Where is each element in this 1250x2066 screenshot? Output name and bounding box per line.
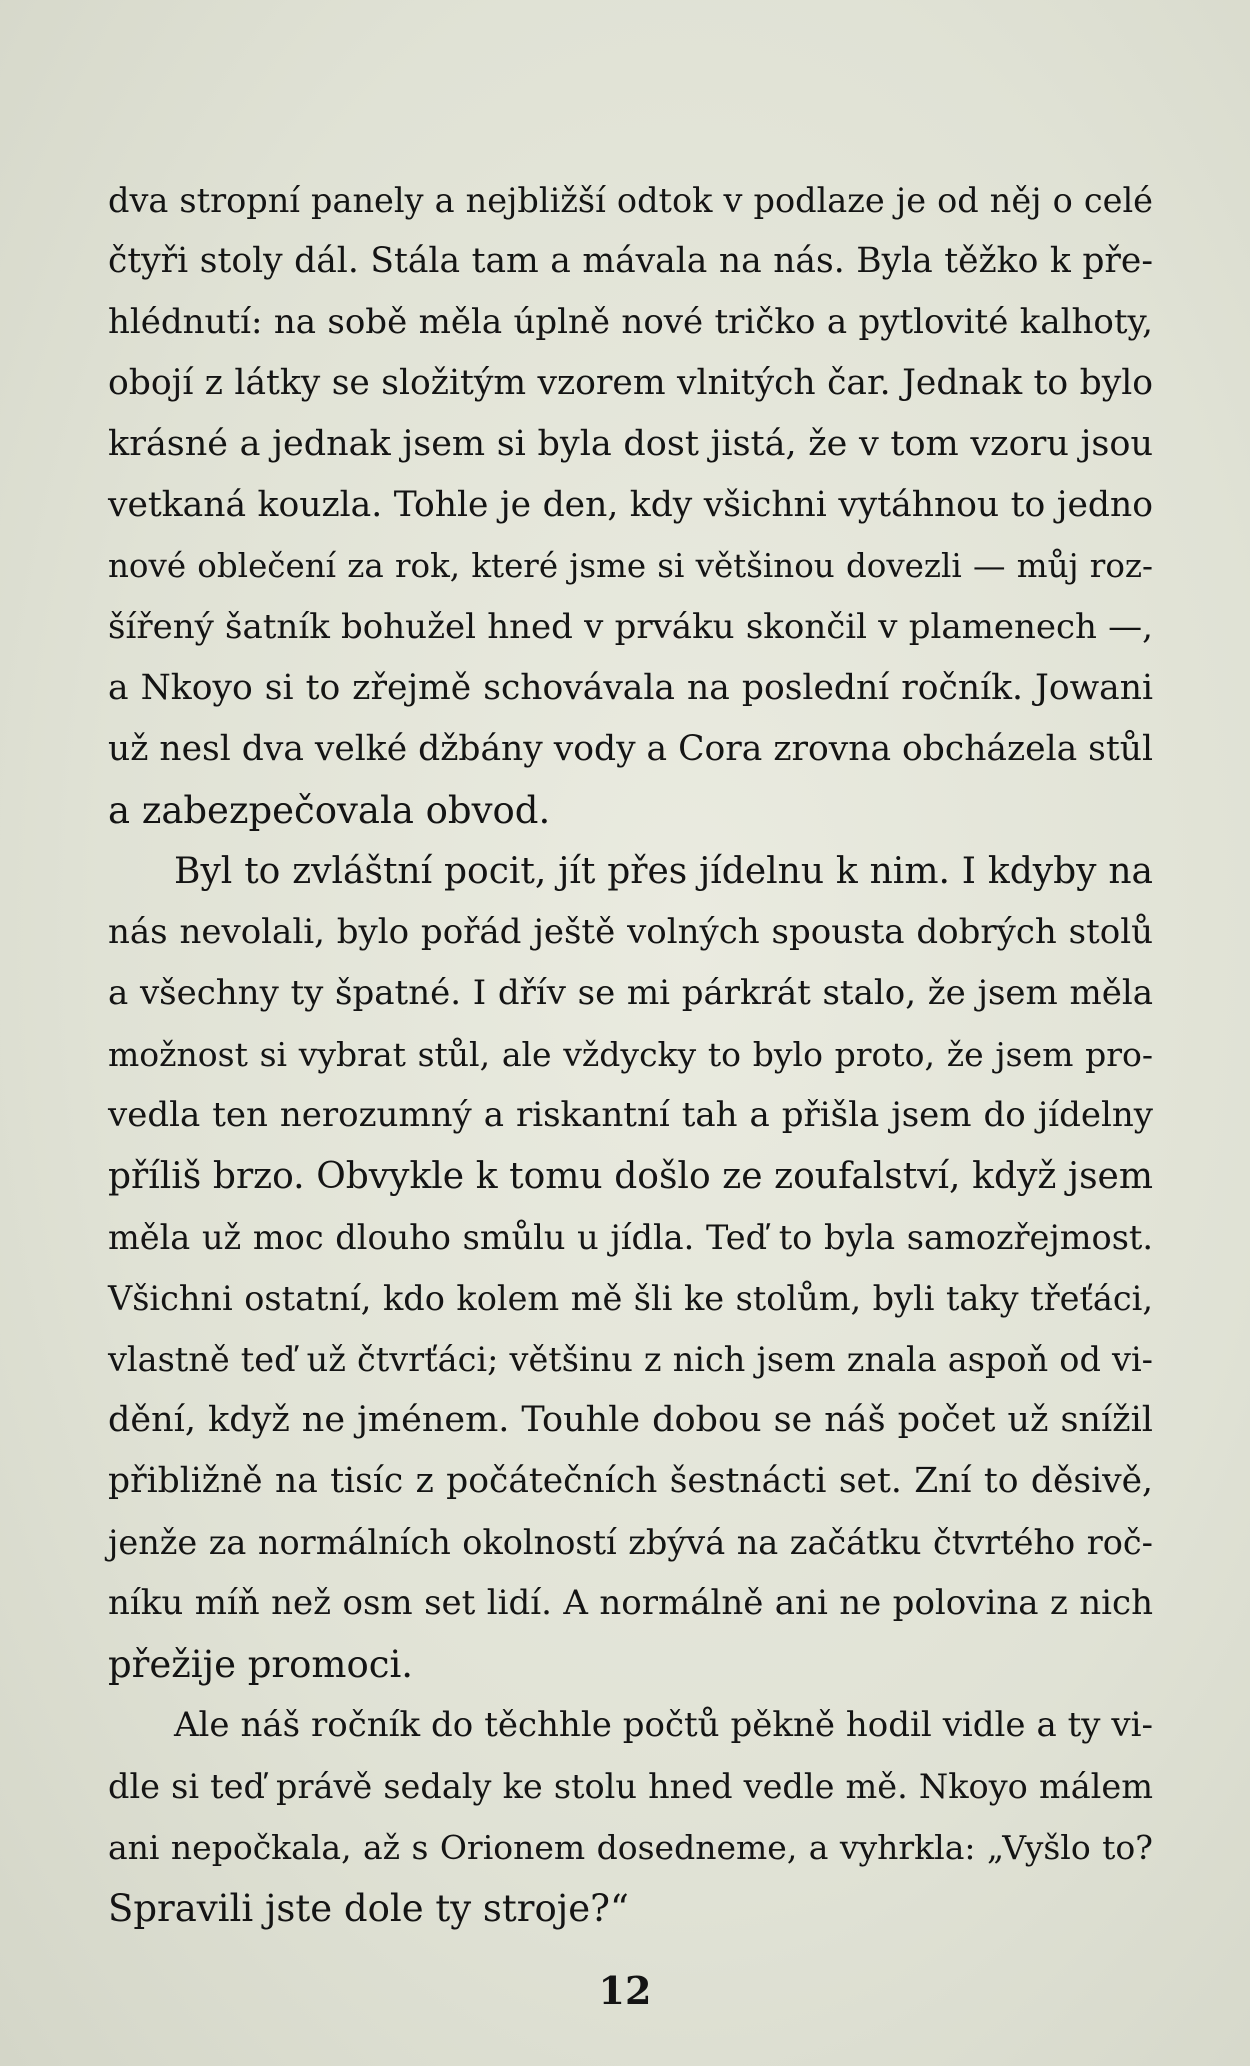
text-line: Spravili jste dole ty stroje?“ — [108, 1887, 629, 1930]
text-line: hlédnutí: na sobě měla úplně nové tričko a pytlovité kalhoty, — [108, 302, 1153, 342]
text-line: přežije promoci. — [108, 1643, 414, 1686]
text-line: Všichni ostatní, kdo kolem mě šli ke stolům, byli taky třeťáci, — [108, 1279, 1153, 1318]
text-line: nové oblečení za rok, které jsme si většinou dovezli — můj roz- — [108, 547, 1153, 585]
text-line: vetkaná kouzla. Tohle je den, kdy všichni vytáhnou to jedno — [108, 485, 1153, 525]
page-number: 12 — [598, 1968, 652, 2013]
text-line: čtyři stoly dál. Stála tam a mávala na nás. Byla těžko k pře- — [108, 241, 1153, 281]
text-line: nás nevolali, bylo pořád ještě volných spousta dobrých stolů — [108, 912, 1153, 952]
text-line: a všechny ty špatné. I dřív se mi párkrát stalo, že jsem měla — [108, 973, 1153, 1013]
body-text — [108, 170, 1153, 1939]
text-line: možnost si vybrat stůl, ale vždycky to bylo proto, že jsem pro- — [108, 1035, 1153, 1074]
text-line: krásné a jednak jsem si byla dost jistá, že v tom vzoru jsou — [108, 424, 1153, 464]
text-line: ani nepočkala, až s Orionem dosedneme, a vyhrkla: „Vyšlo to? — [108, 1828, 1153, 1867]
text-line: vedla ten nerozumný a riskantní tah a přišla jsem do jídelny — [108, 1095, 1153, 1135]
text-line: vlastně teď už čtvrťáci; většinu z nich jsem znala aspoň od vi- — [108, 1340, 1153, 1379]
text-line: níku míň než osm set lidí. A normálně ani ne polovina z nich — [108, 1583, 1153, 1623]
text-line: dle si teď právě sedaly ke stolu hned vedle mě. Nkoyo málem — [108, 1767, 1153, 1806]
text-line: Ale náš ročník do těchhle počtů pěkně hodil vidle a ty vi- — [174, 1705, 1153, 1745]
text-line: šířený šatník bohužel hned v prváku skončil v plamenech —, — [108, 607, 1153, 647]
text-line: měla už moc dlouho smůlu u jídla. Teď to byla samozřejmost. — [108, 1218, 1153, 1257]
text-line: přibližně na tisíc z počátečních šestnácti set. Zní to děsivě, — [108, 1461, 1153, 1501]
paragraph-2 — [108, 841, 1153, 1695]
text-line: dění, když ne jménem. Touhle dobou se náš počet už snížil — [108, 1400, 1153, 1440]
text-line: obojí z látky se složitým vzorem vlnitých čar. Jednak to bylo — [108, 363, 1153, 403]
text-line: a zabezpečovala obvod. — [108, 789, 551, 832]
text-line: jenže za normálních okolností zbývá na začátku čtvrtého roč- — [108, 1523, 1153, 1562]
text-line: Byl to zvláštní pocit, jít přes jídelnu k nim. I kdyby na — [174, 851, 1153, 892]
paragraph-3 — [108, 1695, 1153, 1939]
text-line: už nesl dva velké džbány vody a Cora zrovna obcházela stůl — [108, 729, 1153, 769]
text-line: a Nkoyo si to zřejmě schovávala na poslední ročník. Jowani — [108, 668, 1153, 708]
paragraph-1 — [108, 170, 1153, 841]
text-line: příliš brzo. Obvykle k tomu došlo ze zoufalství, když jsem — [108, 1156, 1153, 1197]
text-line: dva stropní panely a nejbližší odtok v podlaze je od něj o celé — [108, 181, 1153, 220]
